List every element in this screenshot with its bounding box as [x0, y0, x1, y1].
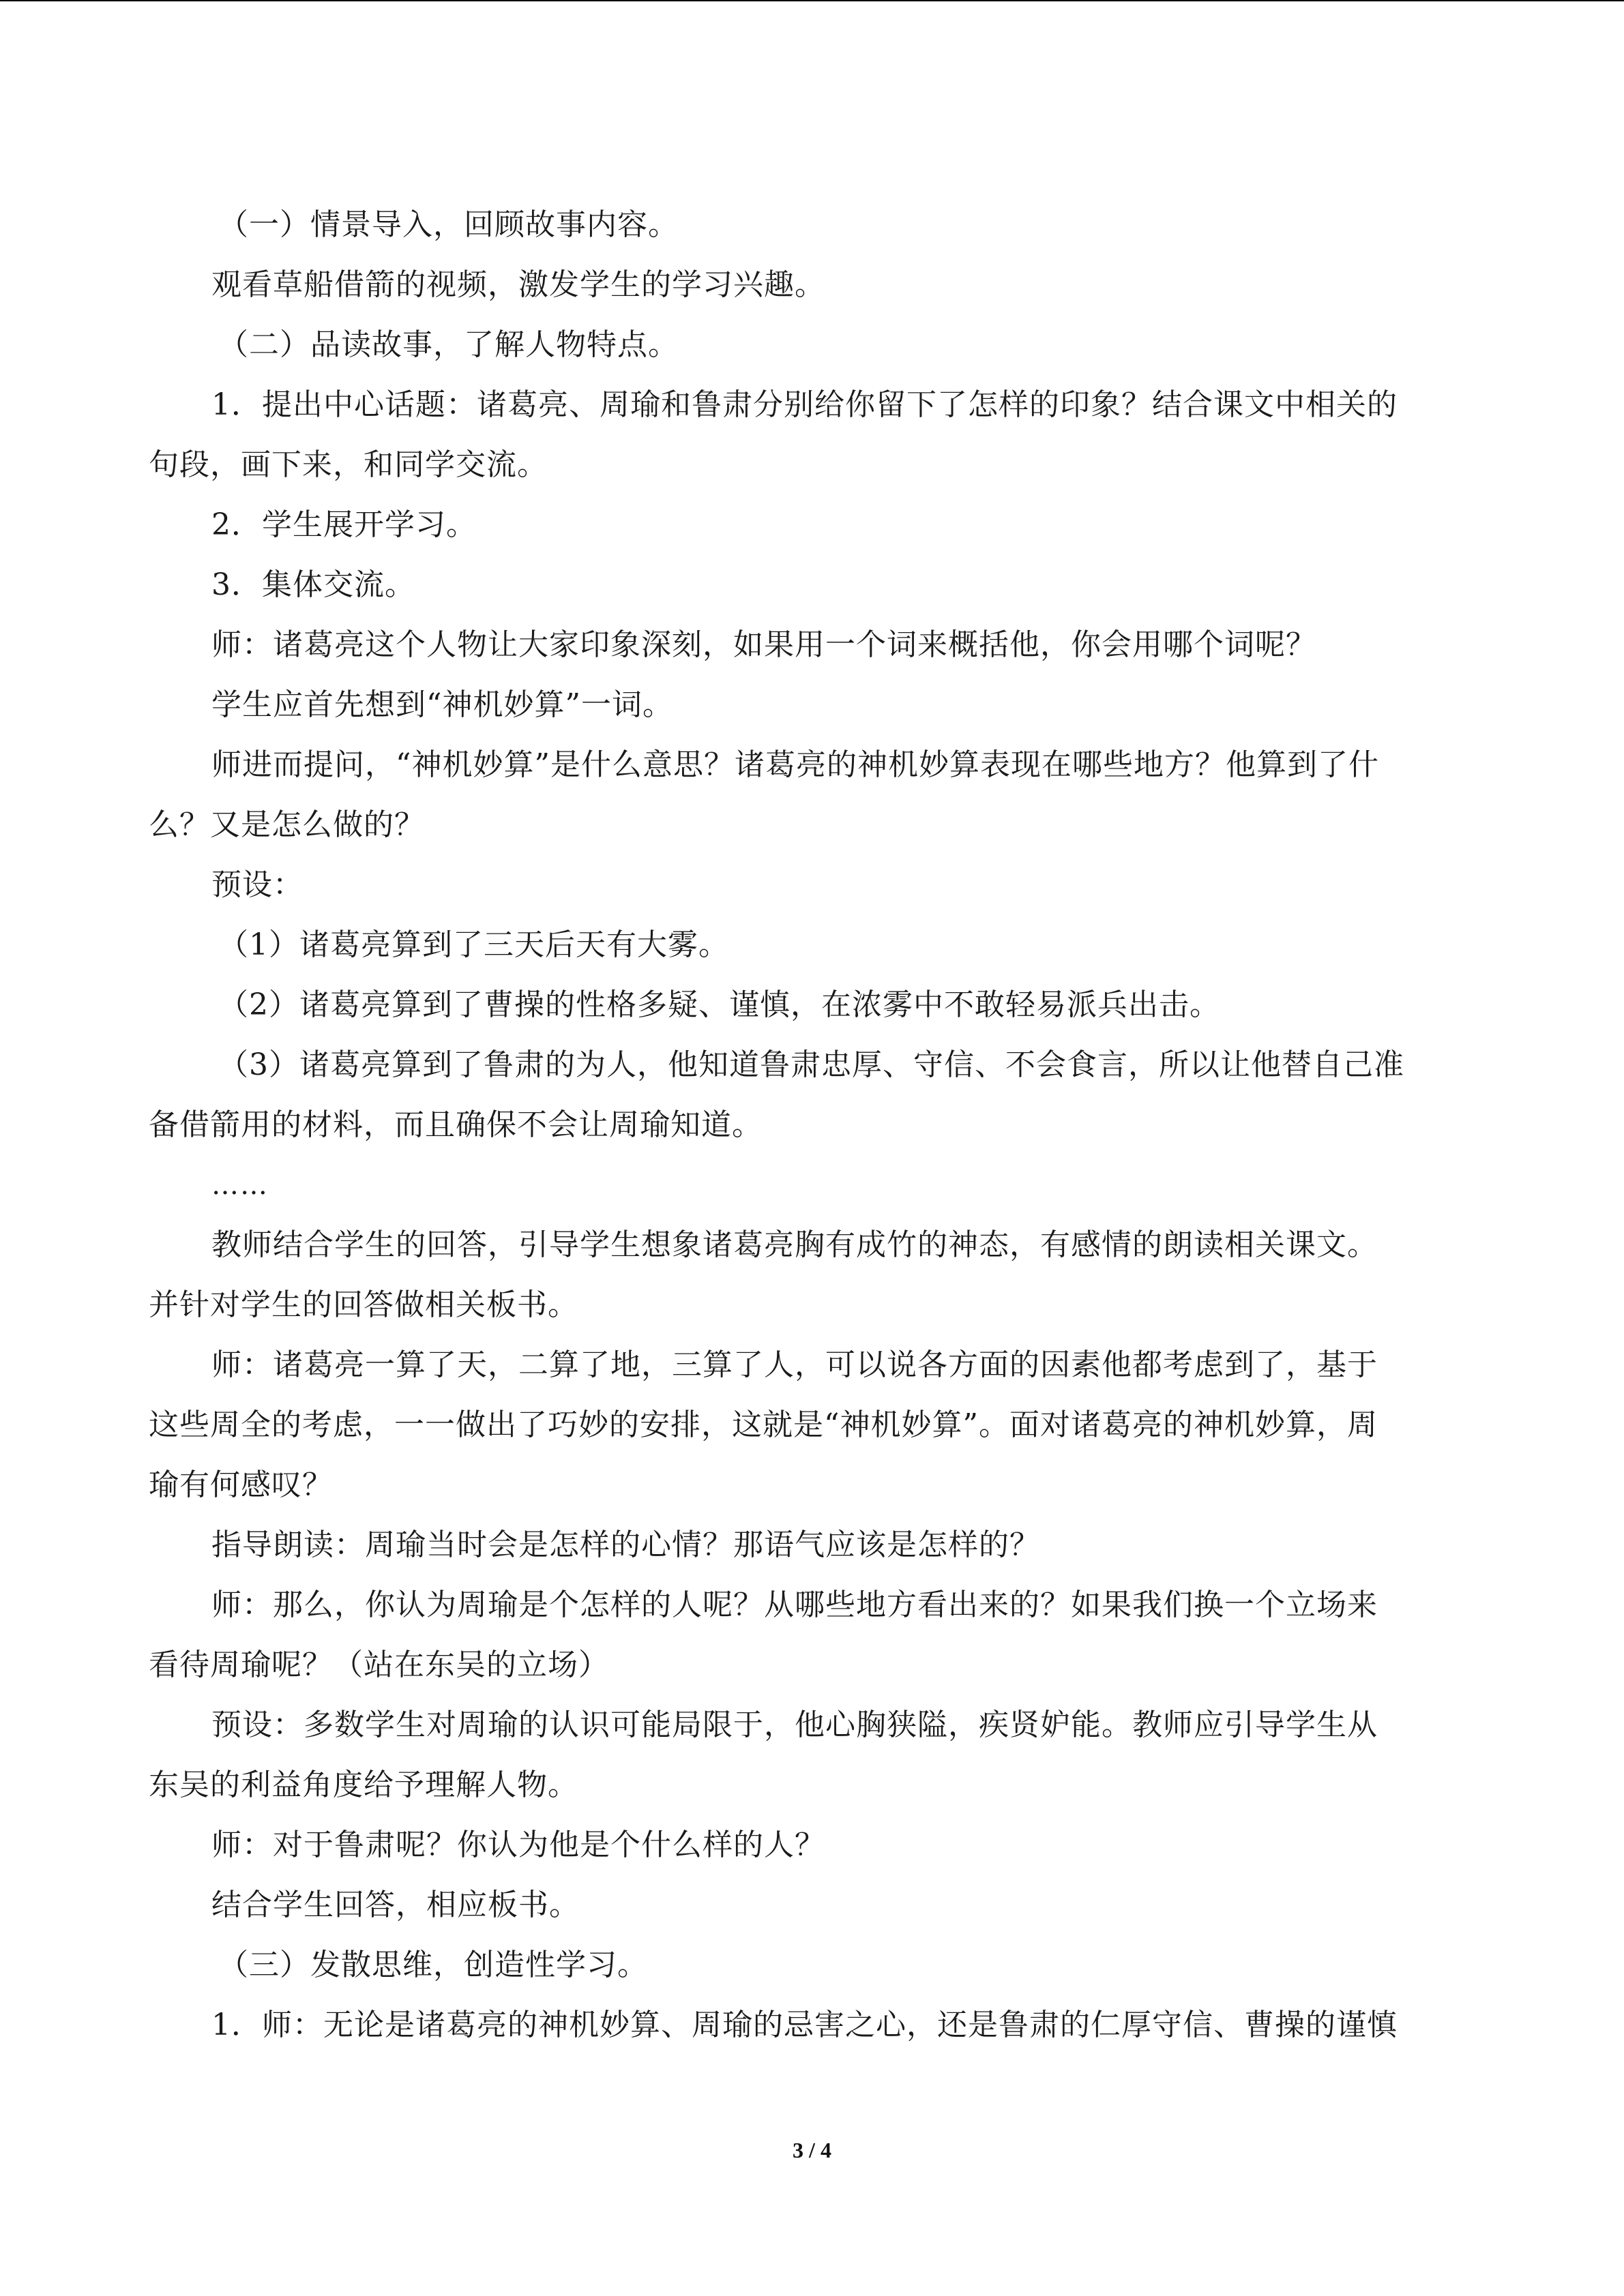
paragraph-line: 并针对学生的回答做相关板书。: [149, 1287, 578, 1322]
paragraph-line: 教师结合学生的回答，引导学生想象诸葛亮胸有成竹的神态，有感情的朗读相关课文。: [211, 1227, 1378, 1262]
list-item: （1）诸葛亮算到了三天后天有大雾。: [218, 927, 729, 962]
paragraph-line: 师：那么，你认为周瑜是个怎样的人呢？从哪些地方看出来的？如果我们换一个立场来: [211, 1587, 1378, 1622]
paragraph-line: 结合学生回答，相应板书。: [211, 1888, 580, 1922]
paragraph-line: 师：对于鲁肃呢？你认为他是个什么样的人？: [211, 1828, 825, 1862]
paragraph-line: 1．提出中心话题：诸葛亮、周瑜和鲁肃分别给你留下了怎样的印象？结合课文中相关的: [211, 387, 1398, 422]
paragraph-line: 1．师：无论是诸葛亮的神机妙算、周瑜的忌害之心，还是鲁肃的仁厚守信、曹操的谨慎: [211, 2008, 1398, 2042]
paragraph-line: 看待周瑜呢？（站在东吴的立场）: [149, 1648, 609, 1682]
paragraph-line: 东吴的利益角度给予理解人物。: [149, 1768, 578, 1802]
paragraph-line: 这些周全的考虑，一一做出了巧妙的安排，这就是“神机妙算”。面对诸葛亮的神机妙算，周: [149, 1407, 1378, 1442]
section-heading-2: （二）品读故事，了解人物特点。: [218, 327, 679, 362]
paragraph-line: 师：诸葛亮这个人物让大家印象深刻，如果用一个词来概括他，你会用哪个词呢？: [211, 627, 1316, 662]
paragraph-line: 么？又是怎么做的？: [149, 807, 425, 842]
paragraph-line: 观看草船借箭的视频，激发学生的学习兴趣。: [211, 267, 825, 302]
section-heading-1: （一）情景导入，回顾故事内容。: [218, 207, 679, 242]
section-heading-3: （三）发散思维，创造性学习。: [218, 1948, 648, 1982]
paragraph-line: 师：诸葛亮一算了天，二算了地，三算了人，可以说各方面的因素他都考虑到了，基于: [211, 1347, 1378, 1382]
paragraph-line: 瑜有何感叹？: [149, 1467, 333, 1502]
paragraph-line: 2．学生展开学习。: [211, 507, 477, 542]
paragraph-line: 指导朗读：周瑜当时会是怎样的心情？那语气应该是怎样的？: [211, 1527, 1040, 1562]
paragraph-line: 预设：多数学生对周瑜的认识可能局限于，他心胸狭隘，疾贤妒能。教师应引导学生从: [211, 1708, 1378, 1742]
page-number: 3 / 4: [793, 2138, 831, 2162]
paragraph-line: 备借箭用的材料，而且确保不会让周瑜知道。: [149, 1107, 763, 1142]
paragraph-line: 学生应首先想到“神机妙算”一词。: [211, 687, 673, 722]
paragraph-line: 句段，画下来，和同学交流。: [149, 447, 548, 482]
paragraph-line: 预设：: [211, 867, 304, 902]
list-item: （3）诸葛亮算到了鲁肃的为人，他知道鲁肃忠厚、守信、不会食言，所以让他替自己准: [218, 1047, 1404, 1082]
list-item: （2）诸葛亮算到了曹操的性格多疑、谨慎，在浓雾中不敢轻易派兵出击。: [218, 987, 1220, 1022]
ellipsis: ……: [211, 1169, 269, 1201]
paragraph-line: 3．集体交流。: [211, 567, 415, 602]
paragraph-line: 师进而提问，“神机妙算”是什么意思？诸葛亮的神机妙算表现在哪些地方？他算到了什: [211, 747, 1379, 782]
top-border-line: [0, 0, 1624, 1]
